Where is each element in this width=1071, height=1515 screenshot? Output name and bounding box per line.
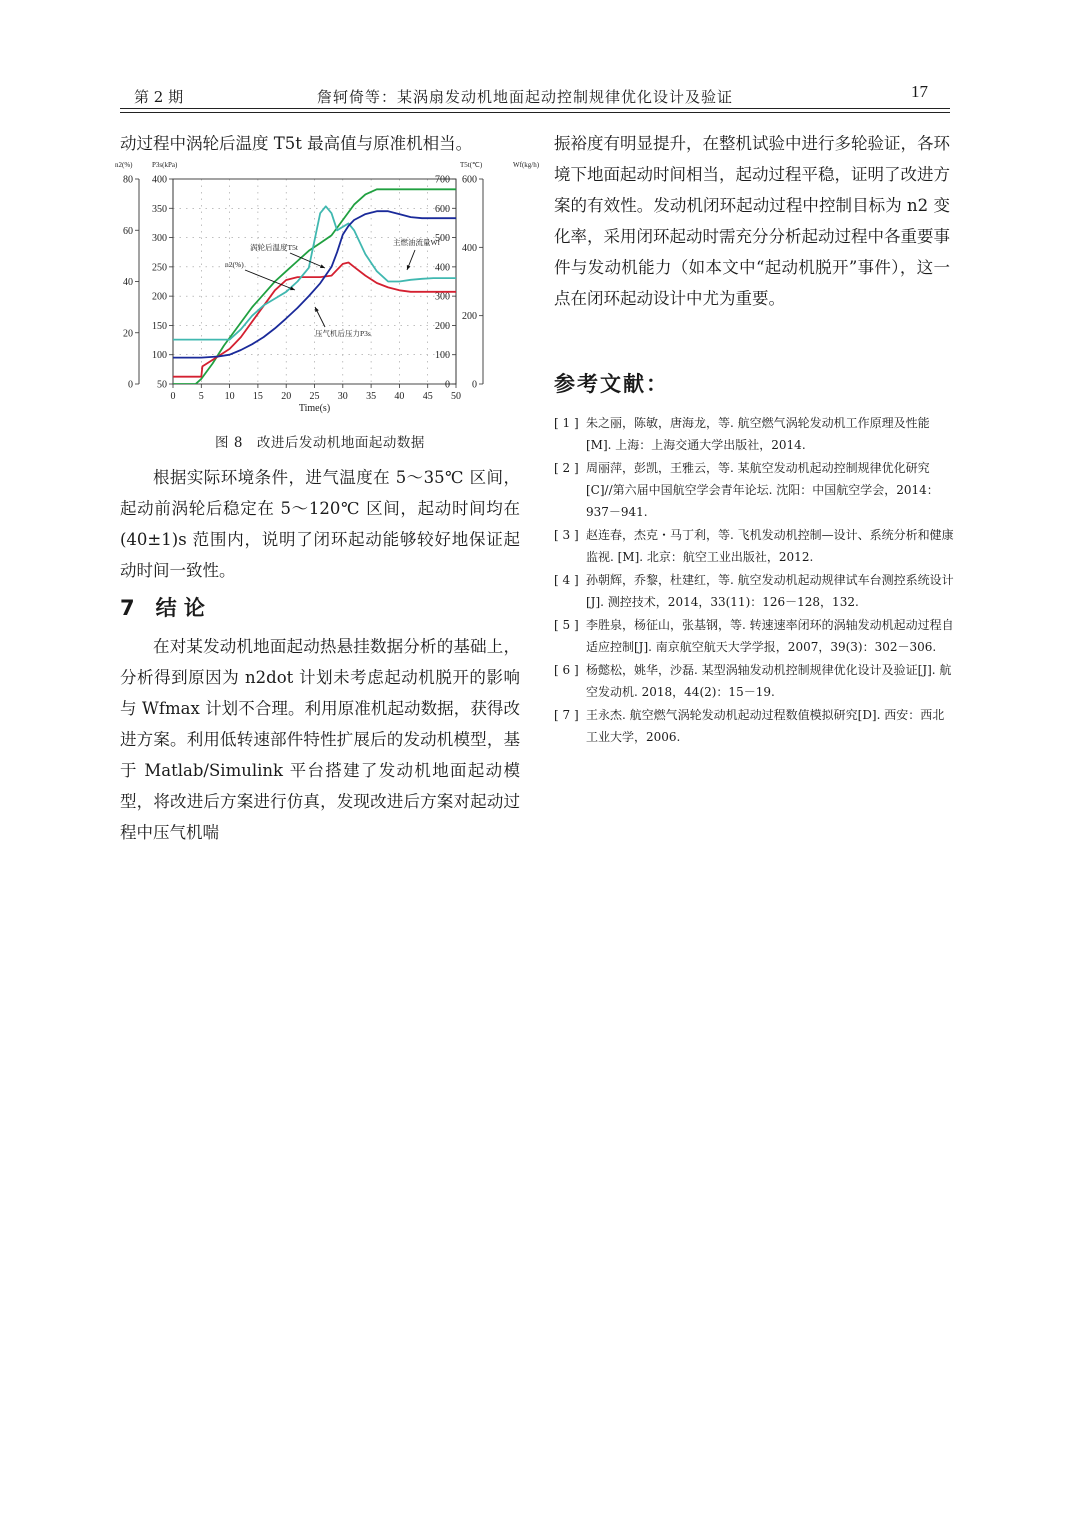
left-para-1: 根据实际环境条件，进气温度在 5～35℃ 区间，起动前涡轮后稳定在 5～120℃ 区间，起动时间均在(40±1)s 范围内，说明了闭环起动能够较好地保证起动时间一致性。 bbox=[120, 468, 520, 580]
p3s-axis-label: P3s(kPa) bbox=[152, 161, 178, 169]
plot-frame bbox=[173, 179, 456, 384]
reference-text: 周丽萍，彭凯，王雅云，等. 某航空发动机起动控制规律优化研究[C]//第六届中国航空学会青年论坛. 沈阳：中国航空学会，2014：937－941. bbox=[586, 461, 939, 519]
n2-axis-label: n2(%) bbox=[115, 161, 133, 169]
left-para-2: 在对某发动机地面起动热悬挂数据分析的基础上，分析得到原因为 n2dot 计划未考虑起动机脱开的影响与 Wfmax 计划不合理。利用原准机起动数据，获得改进方案。利用低转速部件特性扩展后的发动机模型，基于 Matlab/Simulink 平台搭建了发动机地面起动模型，将改进后方案进行仿真，发现改进后方案对起动过程中压气机喘 bbox=[120, 637, 520, 842]
x-tick-label: 35 bbox=[366, 391, 377, 402]
x-axis-label: Time(s) bbox=[298, 403, 331, 414]
p3s-tick-label: 50 bbox=[157, 379, 167, 391]
n2-tick-label: 0 bbox=[128, 379, 133, 391]
x-tick-label: 45 bbox=[422, 391, 433, 402]
reference-item bbox=[554, 614, 954, 658]
reference-item bbox=[554, 659, 954, 703]
n2-tick-label: 20 bbox=[123, 328, 133, 340]
reference-number: [ 7 ] bbox=[554, 708, 579, 722]
wf-tick-label: 400 bbox=[462, 242, 477, 254]
n2-tick-label: 60 bbox=[123, 225, 133, 237]
annotation-label: 主燃油流量Wf bbox=[393, 238, 441, 247]
n2-tick-label: 80 bbox=[123, 174, 133, 186]
reference-item bbox=[554, 704, 954, 748]
x-tick-label: 30 bbox=[337, 391, 348, 402]
page-number: 17 bbox=[911, 82, 928, 101]
p3s-tick-label: 200 bbox=[152, 291, 167, 303]
reference-list bbox=[554, 412, 954, 749]
reference-item bbox=[554, 457, 954, 523]
x-tick-label: 40 bbox=[394, 391, 405, 402]
t5t-tick-label: 100 bbox=[435, 350, 450, 362]
x-tick-label: 15 bbox=[252, 391, 263, 402]
reference-number: [ 6 ] bbox=[554, 663, 579, 677]
reference-text: 杨懿松，姚华，沙磊. 某型涡轴发动机控制规律优化设计及验证[J]. 航空发动机. 2018，44(2)：15－19. bbox=[586, 663, 952, 699]
references-title: 参考文献： bbox=[554, 372, 669, 396]
reference-number: [ 1 ] bbox=[554, 416, 579, 430]
reference-text: 赵连春，杰克・马丁利，等. 飞机发动机控制—设计、系统分析和健康监视. [M]. 北京：航空工业出版社，2012. bbox=[586, 528, 954, 564]
left-top-line: 动过程中涡轮后温度 T5t 最高值与原准机相当。 bbox=[120, 134, 473, 153]
reference-text: 李胜泉，杨征山，张基钢，等. 转速速率闭环的涡轴发动机起动过程自适应控制[J]. 南京航空航天大学学报，2007，39(3)：302－306. bbox=[586, 618, 954, 654]
x-tick-label: 10 bbox=[224, 391, 235, 402]
x-tick-label: 20 bbox=[281, 391, 292, 402]
x-tick-label: 50 bbox=[451, 391, 461, 402]
x-tick-label: 25 bbox=[309, 391, 320, 402]
running-title: 詹轲倚等：某涡扇发动机地面起动控制规律优化设计及验证 bbox=[317, 88, 734, 106]
n2-tick-label: 40 bbox=[123, 277, 133, 288]
annotation-arrow bbox=[290, 253, 325, 268]
p3s-tick-label: 400 bbox=[152, 174, 167, 186]
reference-text: 朱之丽，陈敏，唐海龙，等. 航空燃气涡轮发动机工作原理及性能[M]. 上海：上海交通大学出版社，2014. bbox=[586, 416, 930, 452]
t5t-axis-label: T5t(℃) bbox=[460, 161, 483, 169]
header-rule-thick bbox=[120, 108, 950, 109]
series-line-wf bbox=[173, 203, 456, 339]
t5t-tick-label: 600 bbox=[435, 203, 450, 215]
t5t-tick-label: 200 bbox=[435, 320, 450, 332]
reference-text: 孙朝辉，乔黎，杜建红，等. 航空发动机起动规律试车台测控系统设计[J]. 测控技术，2014，33(11)：126－128，132. bbox=[586, 573, 954, 609]
chart-grid bbox=[173, 179, 456, 384]
wf-tick-label: 600 bbox=[462, 174, 477, 186]
p3s-tick-label: 250 bbox=[152, 262, 167, 274]
reference-number: [ 3 ] bbox=[554, 528, 579, 542]
right-para: 振裕度有明显提升，在整机试验中进行多轮验证，各环境下地面起动时间相当，起动过程平稳，证明了改进方案的有效性。发动机闭环起动过程中控制目标为 n2 变化率，采用闭环起动时需充分分析起动过程中各重要事件与发动机能力（如本文中“起动机脱开”事件），这一点在闭环起动设计中尤为重要。 bbox=[554, 134, 950, 308]
header-rule-thin bbox=[120, 112, 950, 113]
t5t-tick-label: 700 bbox=[435, 174, 450, 186]
issue-label: 第 2 期 bbox=[134, 88, 184, 106]
reference-number: [ 4 ] bbox=[554, 573, 579, 587]
reference-number: [ 2 ] bbox=[554, 461, 579, 475]
section-title-conclusion: 7 结 论 bbox=[120, 596, 205, 620]
p3s-tick-label: 300 bbox=[152, 233, 167, 245]
chart-annotations bbox=[225, 237, 441, 338]
annotation-label: 涡轮后温度T5t bbox=[250, 243, 298, 252]
p3s-tick-label: 350 bbox=[152, 203, 167, 215]
t5t-tick-label: 500 bbox=[435, 233, 450, 245]
p3s-tick-label: 100 bbox=[152, 350, 167, 362]
figure-caption: 图 8 改进后发动机地面起动数据 bbox=[215, 435, 425, 451]
figure-8-chart bbox=[115, 155, 540, 420]
annotation-label: 压气机后压力P3s bbox=[315, 329, 371, 338]
t5t-tick-label: 400 bbox=[435, 262, 450, 274]
wf-axis-label: Wf(kg/h) bbox=[513, 161, 540, 169]
wf-tick-label: 0 bbox=[472, 379, 477, 391]
reference-text: 王永杰. 航空燃气涡轮发动机起动过程数值模拟研究[D]. 西安：西北工业大学，2006. bbox=[586, 708, 945, 744]
x-tick-label: 5 bbox=[198, 391, 204, 402]
reference-item bbox=[554, 524, 954, 568]
p3s-tick-label: 150 bbox=[152, 320, 167, 332]
annotation-arrowhead bbox=[407, 265, 411, 270]
reference-item bbox=[554, 412, 954, 456]
t5t-tick-label: 300 bbox=[435, 291, 450, 303]
t5t-tick-label: 0 bbox=[445, 379, 450, 391]
reference-item bbox=[554, 569, 954, 613]
reference-number: [ 5 ] bbox=[554, 618, 579, 632]
annotation-label: n2(%) bbox=[225, 260, 244, 269]
x-tick-label: 0 bbox=[170, 391, 176, 402]
wf-tick-label: 200 bbox=[462, 311, 477, 323]
